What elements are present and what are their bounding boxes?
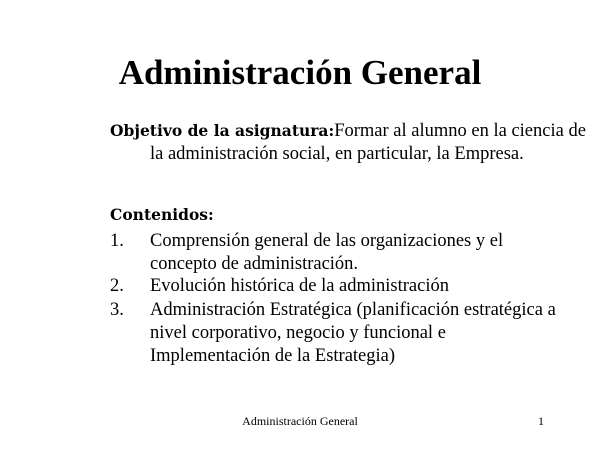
objective-label: Objetivo de la asignatura: [110, 121, 335, 140]
slide-title: Administración General [118, 53, 482, 92]
list-item-number: 3. [110, 300, 124, 320]
list-item-number: 2. [110, 276, 124, 296]
page-number: 1 [538, 414, 544, 428]
list-item-number: 1. [110, 231, 124, 251]
list-item-text: Comprensión general de las organizaciones y el concepto de administración. [150, 231, 504, 274]
objective-paragraph [110, 119, 590, 166]
contents-list-item [110, 275, 560, 298]
objective-text: Formar al alumno en la ciencia de la administración social, en particular, la Empresa. [150, 121, 586, 164]
contents-list-item [110, 299, 560, 368]
list-item-text: Evolución histórica de la administración [150, 276, 449, 296]
footer-title: Administración General [242, 414, 358, 428]
list-item-text: Administración Estratégica (planificación estratégica a nivel corporativo, negocio y funcional e Implementación de la Estrategia) [150, 300, 556, 366]
contents-heading: Contenidos: [110, 205, 214, 224]
contents-list-item [110, 230, 560, 276]
